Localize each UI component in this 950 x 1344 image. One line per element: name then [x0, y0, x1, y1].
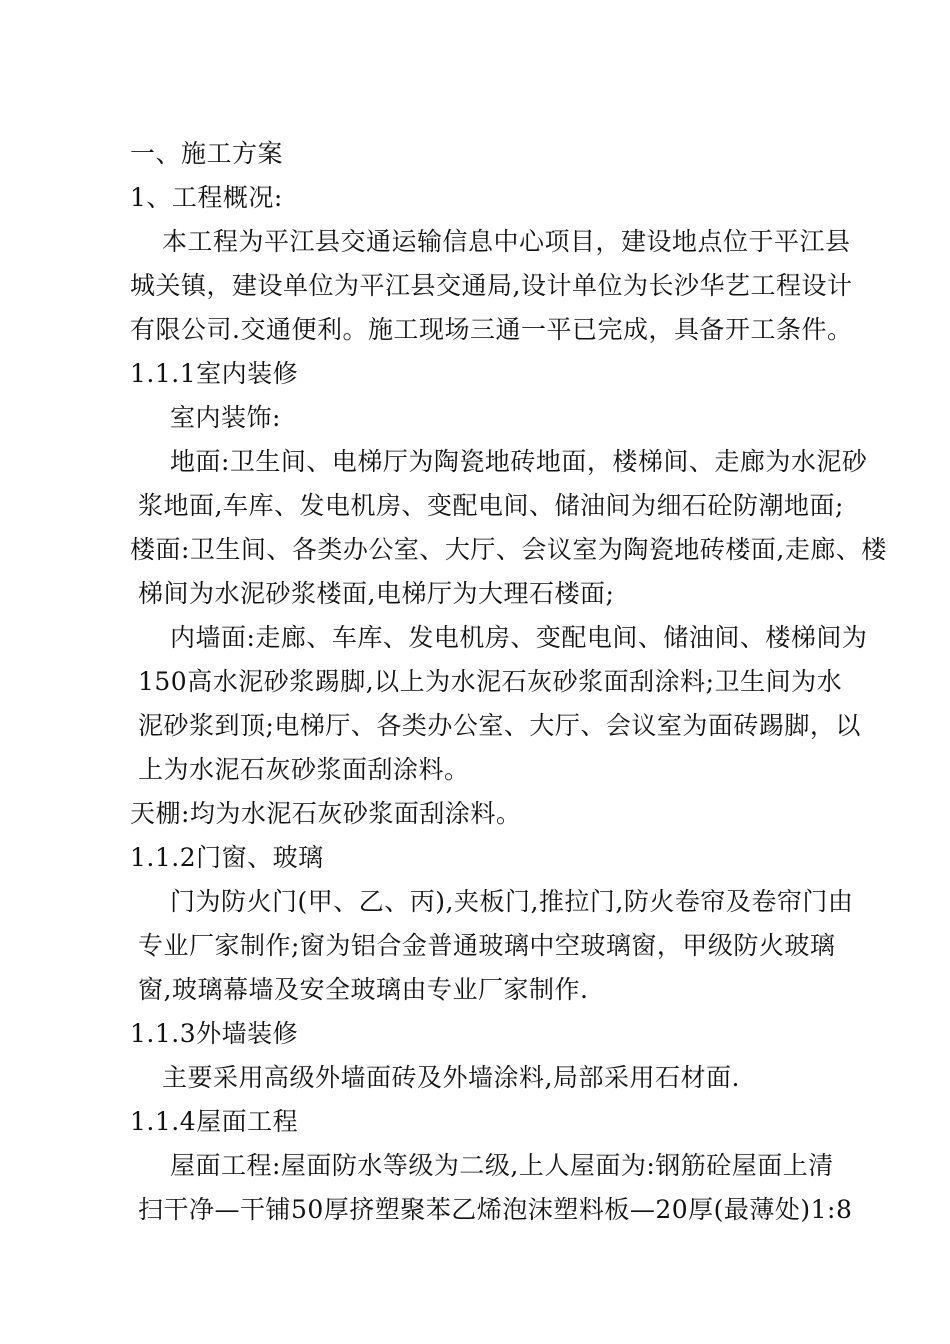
subsection-heading: 1.1.1室内装修 [130, 359, 299, 388]
paragraph-line: 专业厂家制作;窗为铝合金普通玻璃中空玻璃窗，甲级防火玻璃 [138, 931, 836, 960]
paragraph-line: 梯间为水泥砂浆楼面,电梯厅为大理石楼面; [138, 579, 615, 608]
paragraph-line: 有限公司.交通便利。施工现场三通一平已完成，具备开工条件。 [130, 315, 853, 344]
paragraph-line: 门为防火门(甲、乙、丙),夹板门,推拉门,防火卷帘及卷帘门由 [170, 887, 854, 916]
subsection-heading: 1.1.3外墙装修 [130, 1019, 299, 1048]
paragraph-line: 本工程为平江县交通运输信息中心项目，建设地点位于平江县 [162, 227, 851, 256]
subsection-heading: 1.1.4屋面工程 [130, 1107, 299, 1136]
paragraph-line: 内墙面:走廊、车库、发电机房、变配电间、储油间、楼梯间为 [170, 623, 868, 652]
subsection-heading: 1.1.2门窗、玻璃 [130, 843, 324, 872]
paragraph-line: 150高水泥砂浆踢脚,以上为水泥石灰砂浆面刮涂料;卫生间为水 [138, 667, 843, 696]
paragraph-line: 主要采用高级外墙面砖及外墙涂料,局部采用石材面. [162, 1063, 740, 1092]
paragraph-line: 屋面工程:屋面防水等级为二级,上人屋面为:钢筋砼屋面上清 [170, 1151, 834, 1180]
section-heading: 一、施工方案 [130, 139, 284, 168]
paragraph-line: 泥砂浆到顶;电梯厅、各类办公室、大厅、会议室为面砖踢脚，以 [138, 711, 861, 740]
paragraph-line: 上为水泥石灰砂浆面刮涂料。 [138, 755, 470, 784]
paragraph-line: 天棚:均为水泥石灰砂浆面刮涂料。 [130, 799, 522, 828]
paragraph-line: 城关镇，建设单位为平江县交通局,设计单位为长沙华艺工程设计 [130, 271, 853, 300]
paragraph-line: 窗,玻璃幕墙及安全玻璃由专业厂家制作. [138, 975, 589, 1004]
paragraph-line: 地面:卫生间、电梯厅为陶瓷地砖地面，楼梯间、走廊为水泥砂 [170, 447, 868, 476]
paragraph-line: 浆地面,车库、发电机房、变配电间、储油间为细石砼防潮地面; [138, 491, 844, 520]
subsection-heading: 1、工程概况: [130, 183, 283, 212]
paragraph-line: 室内装饰: [170, 403, 281, 432]
paragraph-line: 楼面:卫生间、各类办公室、大厅、会议室为陶瓷地砖楼面,走廊、楼 [130, 535, 887, 564]
paragraph-line: 扫干净—干铺50厚挤塑聚苯乙烯泡沫塑料板—20厚(最薄处)1:8 [138, 1195, 853, 1224]
